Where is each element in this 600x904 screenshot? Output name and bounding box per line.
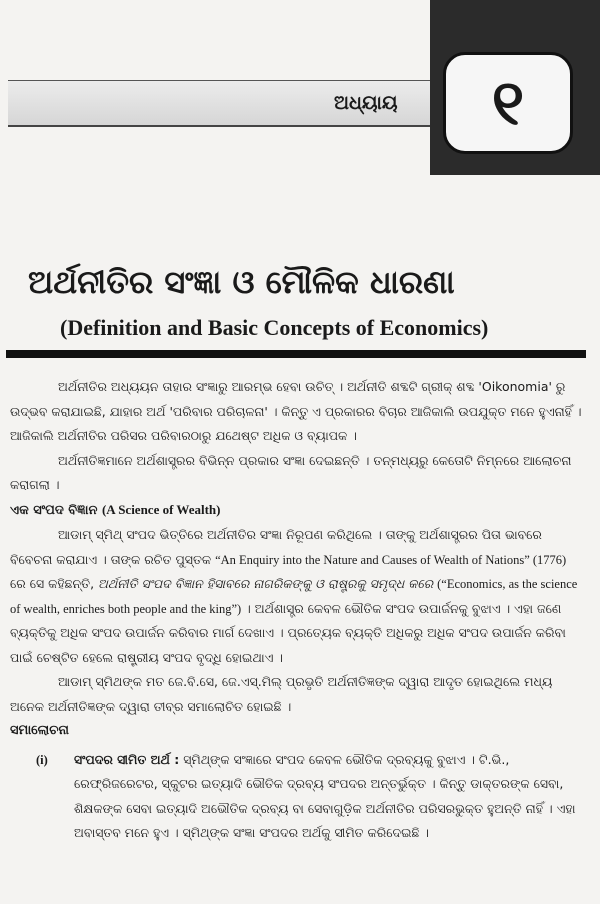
section-heading-odia: ଏକ ସଂପଦ ବିଜ୍ଞାନ [10,502,98,518]
wealth-paragraph-1 [10,523,582,670]
title-divider [6,350,586,358]
book-title: “An Enquiry into the Nature and Causes of Wealth of Nations” (1776) [215,552,567,567]
intro-paragraph-1: ଅର୍ଥନୀତିର ଅଧ୍ୟୟନ ତାହାର ସଂଜ୍ଞାରୁ ଆରମ୍ଭ ହେବା ଉଚିତ୍ । ଅର୍ଥନୀତି ଶବ୍ଦଟି ଗ୍ରୀକ୍ ଶବ୍ଦ 'Oikonomia' ରୁ ଉଦ୍ଭବ କରାଯାଇଛି, ଯାହାର ଅର୍ଥ 'ପରିବାର ପରିଚାଳନା' । କିନ୍ତୁ ଏ ପ୍ରକାରର ବିଚାର ଆଜିକାଲି ଉପଯୁକ୍ତ ମନେ ହୁଏନାହିଁ । ଆଜିକାଲି ଅର୍ଥନୀତିର ପରିସର ପରିବାରଠାରୁ ଯଥେଷ୍ଟ ଅଧିକ ଓ ବ୍ୟାପକ । [10,379,582,443]
wealth-italic-quote: ଅର୍ଥନୀତି ସଂପଦ ବିଜ୍ଞାନ ହିସାବରେ ନାଗରିକଙ୍କୁ ଓ ରାଷ୍ଟ୍ରକୁ ସମୃଦ୍ଧ କରେ [98,576,434,591]
criticism-item-text: ସ୍ମିଥ୍ଙ୍କ ସଂଜ୍ଞାରେ ସଂପଦ କେବଳ ଭୌତିକ ଦ୍ରବ୍ୟକୁ ବୁଝାଏ । ଟି.ଭି., ରେଫ୍ରିଜରେଟର, ସ୍କୁଟର ଇତ୍ୟାଦି ଭୌତିକ ଦ୍ରବ୍ୟ ସଂପଦର ଅନ୍ତର୍ଭୁକ୍ତ । କିନ୍ତୁ ଡାକ୍ତରଙ୍କ ସେବା, ଶିକ୍ଷକଙ୍କ ସେବା ଇତ୍ୟାଦି ଅଭୌତିକ ଦ୍ରବ୍ୟ ବା ସେବାଗୁଡ଼ିକ ଅର୍ଥନୀତିର ପରିସରଭୁକ୍ତ ହୁଅନ୍ତି ନାହିଁ । ଏହା ଅବାସ୍ତବ ମନେ ହୁଏ । ସ୍ମିଥ୍ଙ୍କ ସଂଜ୍ଞା ସଂପଦର ଅର୍ଥକୁ ସୀମିତ କରିଦେଇଛି । [74,751,576,840]
page-title-odia: ଅର୍ଥନୀତିର ସଂଜ୍ଞା ଓ ମୌଳିକ ଧାରଣା [28,263,455,301]
wealth-english-quote: (“Economics, as the science of wealth, enriches both people and the king”) [10,577,578,616]
criticism-item-body [60,748,582,846]
criticism-heading: ସମାଲୋଚନା [10,723,69,738]
section-heading-wealth [10,498,582,524]
chapter-label: ଅଧ୍ୟାୟ [334,92,398,114]
page-content [10,375,582,846]
criticism-item-heading: ସଂପଦର ସୀମିତ ଅର୍ଥ : [74,751,180,767]
page-title-english: (Definition and Basic Concepts of Economics) [60,315,489,340]
intro-paragraph-2: ଅର୍ଥନୀତିଜ୍ଞମାନେ ଅର୍ଥଶାସ୍ତ୍ରର ବିଭିନ୍ନ ପ୍ରକାର ସଂଜ୍ଞା ଦେଇଛନ୍ତି । ତନ୍ମଧ୍ୟରୁ କେତୋଟି ନିମ୍ନରେ ଆଲୋଚନା କରାଗଲା । [10,452,572,492]
wealth-text-b: ରେ ସେ କହିଛନ୍ତି, [10,576,95,591]
wealth-text-c: । ଅର୍ଥଶାସ୍ତ୍ର କେବଳ ଭୌତିକ ସଂପଦ ଉପାର୍ଜନକୁ ବୁଝାଏ । ଏହା ଜଣେ ବ୍ୟକ୍ତିକୁ ଅଧିକ ସଂପଦ ଉପାର୍ଜନ କରିବାର ମାର୍ଗ ଦେଖାଏ । ପ୍ରତ୍ୟେକ ବ୍ୟକ୍ତି ଅଧିକରୁ ଅଧିକ ସଂପଦ ଉପାର୍ଜନ କରିବା ପାଇଁ ଚେଷ୍ଟିତ ହେଲେ ରାଷ୍ଟ୍ରୀୟ ସଂପଦ ବୃଦ୍ଧି ହୋଇଥାଏ । [10,600,566,665]
wealth-paragraph-2: ଆଡାମ୍ ସ୍ମିଥଙ୍କ ମତ ଜେ.ବି.ସେ, ଜେ.ଏସ୍.ମିଲ୍ ପ୍ରଭୃତି ଅର୍ଥନୀତିଜ୍ଞଙ୍କ ଦ୍ୱାରା ଆଦୃତ ହୋଇଥିଲେ ମଧ୍ୟ ଅନେକ ଅର୍ଥନୀତିଜ୍ଞଙ୍କ ଦ୍ୱାରା ତୀବ୍ର ସମାଲୋଚିତ ହୋଇଛି । [10,674,553,714]
wealth-text-a: ଆଡାମ୍ ସ୍ମିଥ୍ ସଂପଦ ଭିତ୍ତିରେ ଅର୍ଥନୀତିର ସଂଜ୍ଞା ନିରୂପଣ କରିଥିଲେ । ତାଙ୍କୁ ଅର୍ଥଶାସ୍ତ୍ରର ପିତା ଭାବରେ ବିବେଚନା କରାଯାଏ । ତାଙ୍କ ରଚିତ ପୁସ୍ତକ [10,527,542,567]
chapter-number: ୧ [443,52,573,154]
criticism-item-1 [10,748,582,846]
section-heading-english: (A Science of Wealth) [101,501,221,517]
criticism-item-number: (i) [36,752,48,767]
